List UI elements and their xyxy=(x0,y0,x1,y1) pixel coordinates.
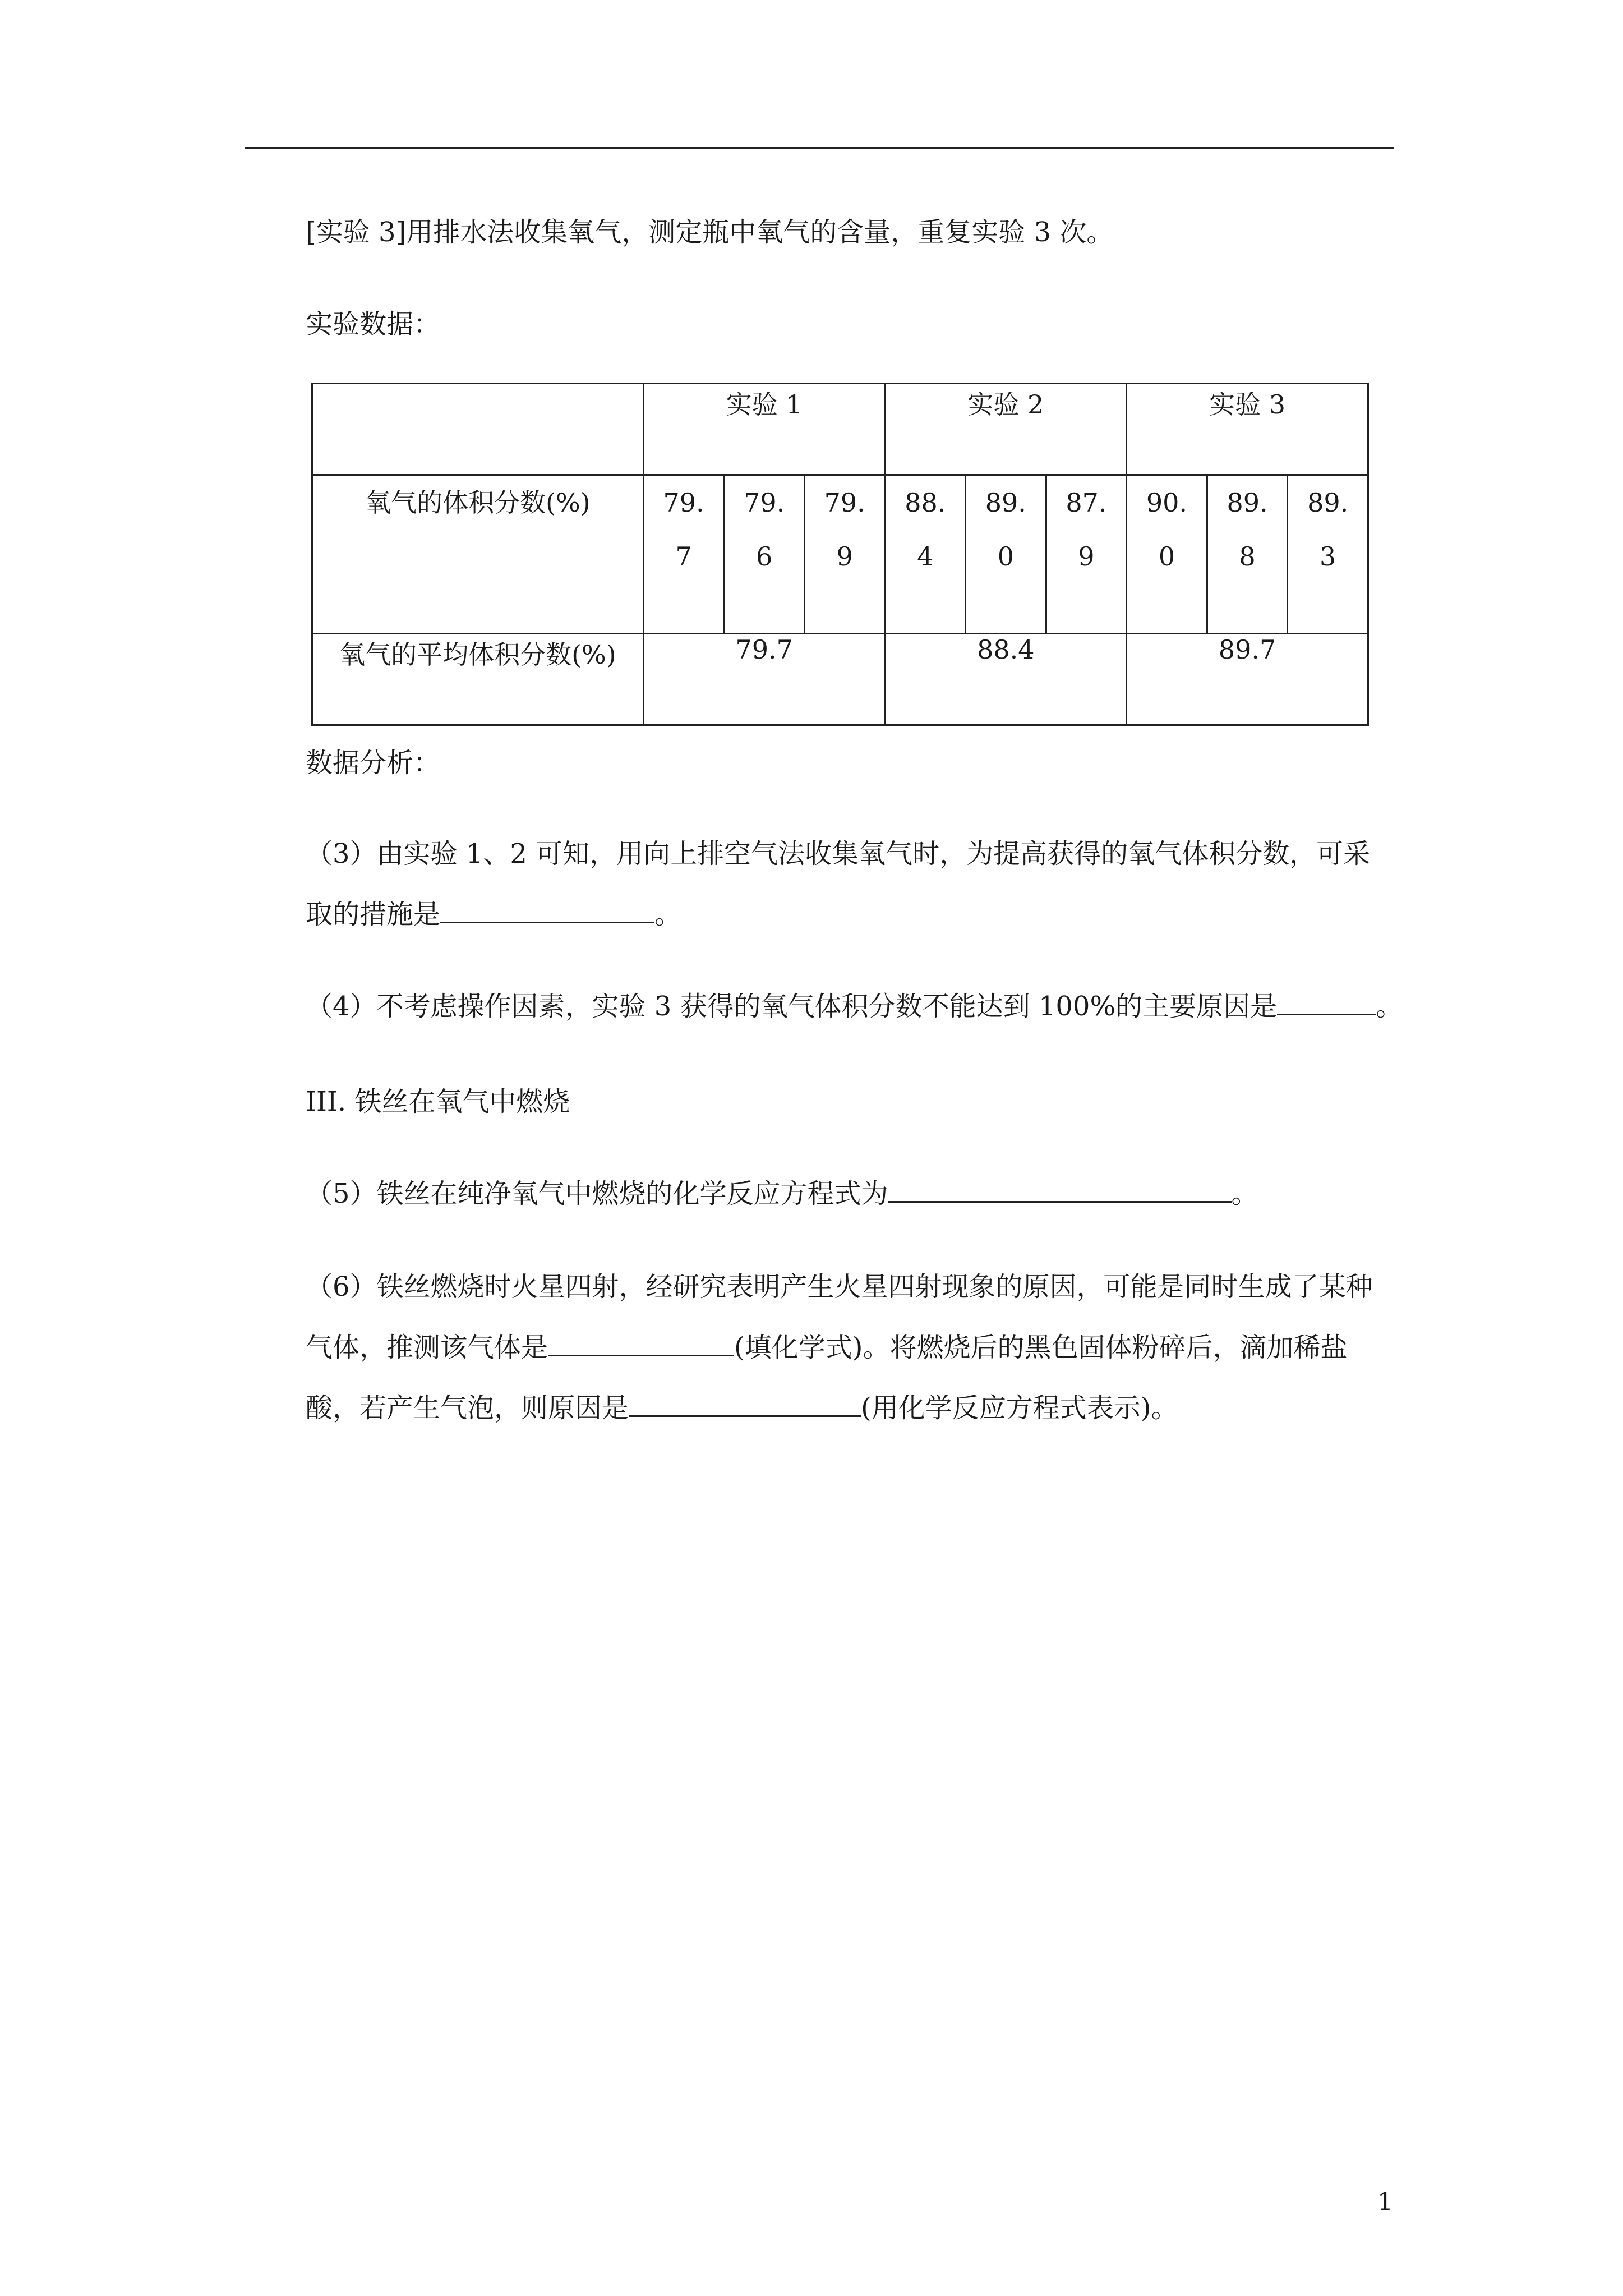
answer-blank[interactable] xyxy=(888,1177,1232,1203)
question-6: （6）铁丝燃烧时火星四射，经研究表明产生火星四射现象的原因，可能是同时生成了某种气体，推测该气体是 (填化学式)。将燃烧后的黑色固体粉碎后，滴加稀盐酸，若产生气泡，则原因是 (用化学反应方程式表示)。 xyxy=(306,1271,1373,1424)
average-cell: 89.7 xyxy=(1127,634,1368,725)
question-3: （3）由实验 1、2 可知，用向上排空气法收集氧气时，为提高获得的氧气体积分数，可采取的措施是 。 xyxy=(306,838,1371,930)
header-cell: 实验 2 xyxy=(885,384,1127,475)
table-row xyxy=(312,475,1368,634)
data-label: 实验数据： xyxy=(306,309,441,340)
header-cell: 实验 1 xyxy=(643,384,885,475)
answer-blank[interactable] xyxy=(629,1392,861,1417)
average-cell: 88.4 xyxy=(885,634,1127,725)
analysis-label: 数据分析： xyxy=(306,747,441,779)
value-cell: 79. 9 xyxy=(804,475,885,634)
value-cell: 79. 7 xyxy=(643,475,724,634)
header-rule xyxy=(245,147,1394,149)
table-row xyxy=(312,634,1368,725)
table-row xyxy=(312,384,1368,475)
answer-blank[interactable] xyxy=(548,1331,734,1356)
answer-blank[interactable] xyxy=(440,898,654,923)
value-cell: 90. 0 xyxy=(1127,475,1207,634)
value-cell: 89. 8 xyxy=(1207,475,1288,634)
experiment3-text: [实验 3]用排水法收集氧气，测定瓶中氧气的含量，重复实验 3 次。 xyxy=(306,217,1114,248)
row-label-cell: 氧气的体积分数(%) xyxy=(312,475,644,634)
value-cell: 89. 0 xyxy=(966,475,1046,634)
value-cell: 79. 6 xyxy=(724,475,805,634)
section-title: III. 铁丝在氧气中燃烧 xyxy=(306,1086,570,1117)
value-cell: 89. 3 xyxy=(1288,475,1368,634)
row-label-cell: 氧气的平均体积分数(%) xyxy=(312,634,644,725)
question-4: （4）不考虑操作因素，实验 3 获得的氧气体积分数不能达到 100%的主要原因是 。 xyxy=(306,991,1403,1022)
question-5: （5）铁丝在纯净氧气中燃烧的化学反应方程式为 。 xyxy=(306,1178,1258,1209)
answer-blank[interactable] xyxy=(1277,990,1376,1015)
average-cell: 79.7 xyxy=(643,634,885,725)
value-cell: 87. 9 xyxy=(1046,475,1127,634)
header-cell: 实验 3 xyxy=(1127,384,1368,475)
value-cell: 88. 4 xyxy=(885,475,966,634)
table-corner-cell xyxy=(312,384,644,475)
data-table xyxy=(311,383,1369,726)
page-number: 1 xyxy=(1377,2188,1393,2216)
